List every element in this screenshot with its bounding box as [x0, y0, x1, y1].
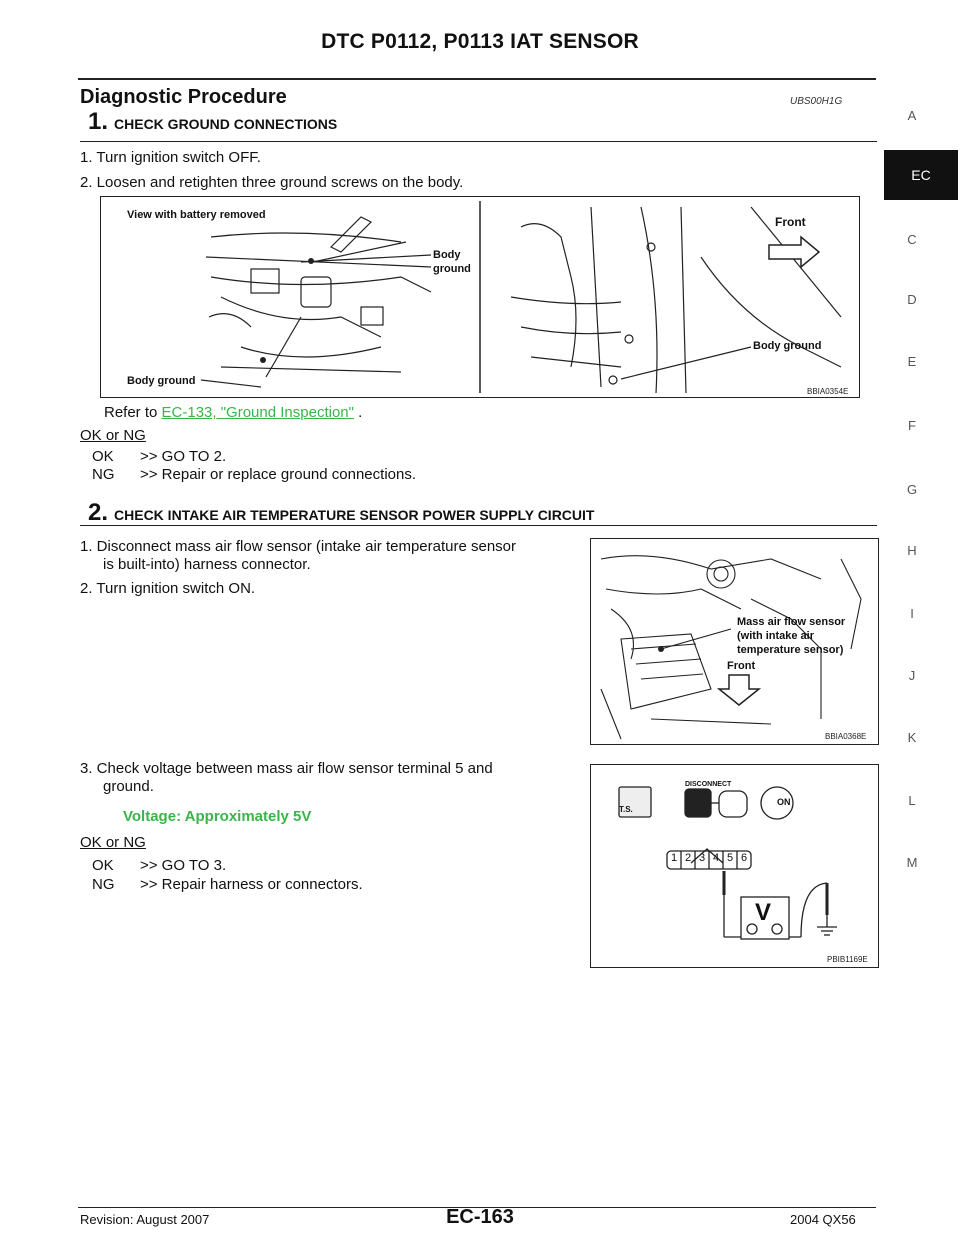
side-tab-h[interactable]: H	[907, 543, 917, 558]
step-1-number: 1.	[88, 108, 109, 135]
procedure-code: UBS00H1G	[790, 96, 843, 107]
fig3-code: PBIB1169E	[827, 955, 868, 964]
fig1-label-body-ground-line2: ground	[433, 263, 471, 275]
step-1-line-1: 1. Turn ignition switch OFF.	[80, 149, 261, 166]
step-2-heading	[88, 499, 594, 527]
result-value: >> Repair harness or connectors.	[140, 876, 363, 893]
step-1-result-ok	[92, 448, 226, 465]
terminal-5: 5	[727, 852, 734, 864]
fig2-label-line3: temperature sensor)	[737, 644, 844, 656]
ignition-on-label: ON	[777, 797, 791, 807]
footer-page-number: EC-163	[446, 1206, 514, 1228]
figure-voltage-check	[590, 764, 879, 968]
disconnect-label: DISCONNECT	[685, 781, 732, 788]
side-tab-i[interactable]: I	[910, 606, 914, 621]
maf-sensor-illustration	[591, 539, 878, 744]
side-tab-m[interactable]: M	[906, 855, 918, 870]
step-2-number: 2.	[88, 499, 109, 526]
step-2-line-2: 2. Turn ignition switch ON.	[80, 580, 256, 597]
step-1-ok-or-ng: OK or NG	[80, 427, 146, 444]
step-1-result-ng	[92, 466, 416, 483]
fig1-label-body-ground-right: Body ground	[753, 340, 822, 352]
result-key: NG	[92, 466, 115, 483]
ground-locations-illustration	[101, 197, 859, 397]
footer-model: 2004 QX56	[790, 1212, 856, 1227]
procedure-title: Diagnostic Procedure	[80, 86, 287, 108]
side-tab-d[interactable]: D	[907, 292, 917, 307]
step-1-refer	[104, 404, 362, 422]
step-2-result-ok	[92, 857, 226, 874]
result-key: OK	[92, 857, 114, 874]
side-tab-g[interactable]: G	[906, 482, 918, 497]
step-2-heading-text: CHECK INTAKE AIR TEMPERATURE SENSOR POWER SUPPLY CIRCUIT	[114, 507, 595, 523]
refer-suffix: .	[358, 404, 363, 421]
result-value: >> Repair or replace ground connections.	[140, 466, 417, 483]
fig1-label-body-ground-left: Body ground	[127, 375, 196, 387]
step-2-ok-or-ng: OK or NG	[80, 834, 146, 851]
fig2-label-line2: (with intake air	[737, 630, 815, 642]
page-header-title: DTC P0112, P0113 IAT SENSOR	[321, 30, 639, 53]
fig1-label-body-ground-line1: Body	[433, 249, 461, 261]
step-1-rule	[80, 141, 877, 142]
fig2-label-line1: Mass air flow sensor	[737, 616, 846, 628]
result-value: >> GO TO 2.	[140, 448, 227, 465]
step-2-line-1a: 1. Disconnect mass air flow sensor (intake air temperature sensor	[80, 538, 517, 555]
header-rule	[78, 78, 876, 80]
side-tab-l[interactable]: L	[908, 793, 916, 808]
step-2-rule	[80, 525, 877, 526]
result-key: OK	[92, 448, 114, 465]
fig2-label-front: Front	[727, 660, 756, 672]
side-tab-f[interactable]: F	[908, 418, 916, 433]
fig1-label-view: View with battery removed	[127, 209, 266, 221]
step-2-line-3a: 3. Check voltage between mass air flow sensor terminal 5 and	[80, 760, 493, 777]
terminal-4: 4	[713, 852, 720, 864]
voltage-spec: Voltage: Approximately 5V	[123, 808, 312, 825]
side-tab-k[interactable]: K	[907, 730, 917, 745]
figure-maf-sensor-location	[590, 538, 879, 745]
step-2-line-3b: ground.	[103, 778, 154, 795]
step-2-result-ng	[92, 876, 363, 893]
terminal-1: 1	[671, 852, 678, 864]
side-tab-e[interactable]: E	[907, 354, 917, 369]
step-1-heading	[88, 108, 337, 136]
terminal-2: 2	[685, 852, 692, 864]
step-2-line-1b: is built-into) harness connector.	[103, 556, 311, 573]
refer-prefix: Refer to	[104, 404, 158, 421]
result-value: >> GO TO 3.	[140, 857, 227, 874]
fig1-label-front: Front	[775, 215, 806, 229]
side-tab-ec[interactable]: EC	[884, 150, 958, 200]
footer-revision: Revision: August 2007	[80, 1212, 210, 1227]
ground-inspection-link[interactable]: EC-133, "Ground Inspection"	[161, 404, 354, 421]
fig2-code: BBIA0368E	[825, 732, 867, 741]
voltage-check-illustration	[591, 765, 878, 967]
voltmeter-label: V	[755, 899, 772, 926]
step-1-line-2: 2. Loosen and retighten three ground screws on the body.	[80, 174, 464, 191]
side-tab-c[interactable]: C	[907, 232, 917, 247]
ts-label: T.S.	[619, 805, 633, 814]
side-tab-j[interactable]: J	[908, 668, 916, 683]
fig1-code: BBIA0354E	[807, 387, 849, 396]
terminal-6: 6	[741, 852, 748, 864]
figure-ground-locations	[100, 196, 860, 398]
result-key: NG	[92, 876, 115, 893]
side-tab-a[interactable]: A	[907, 108, 917, 123]
step-1-heading-text: CHECK GROUND CONNECTIONS	[114, 116, 338, 132]
terminal-3: 3	[699, 852, 706, 864]
